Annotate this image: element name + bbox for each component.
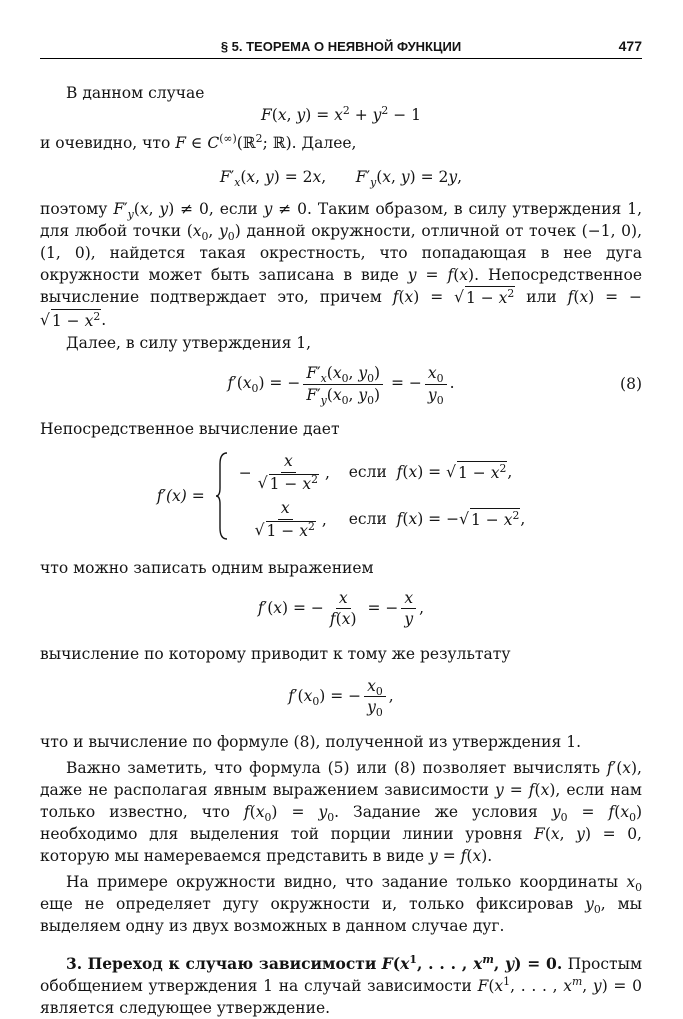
running-head: § 5. ТЕОРЕМА О НЕЯВНОЙ ФУНКЦИИ — [220, 39, 462, 54]
section-title: Переход к случаю зависимости — [87, 953, 377, 973]
page-number: 477 — [618, 38, 642, 54]
paragraph-important: Важно заметить, что формула (5) или (8) позволяет вычислять f′(x), даже не располагая явным выражением зависимости y = f(x), если нам только известно, что $f(x_0) = y_0$. Задание же условия $y_0 = f(x_0)$ необходимо для выделения той порции линии уровня F(x, y) = 0, которую мы намереваемся представить в виде y = f(x). — [40, 758, 643, 865]
equation-partials: $F'_x(x$, y) = 2x, $F'_y(x$, y) = 2y, — [219, 168, 463, 190]
paragraph-further: Далее, в силу утверждения 1, — [66, 334, 312, 352]
paragraph-single-expression: что можно записать одним выражением — [40, 558, 374, 577]
paragraph-circle-example: На примере окружности видно, что задание только координаты $x_0$ еще не определяет дугу окружности и, только фиксировав $y_0$, мы выделяем одну из двух возможных в данном случае дуг. — [40, 872, 642, 935]
equation-fx0: $f'(x_0)$ = − $\frac{x_0}{y_0}$ , — [288, 676, 394, 720]
page-header — [40, 36, 642, 59]
equation-8: $f'(x_0)$ = − $\frac{F'_x(x_0, y_0)}{F'_y(x_0, y_0)}$ = − $\frac{x_0}{y_0}$ . (8) — [227, 364, 642, 407]
paragraph-therefore: поэтому $F'_y(x$, y) ≠ 0, если y ≠ 0. Таким образом, в силу утверждения 1, для любой точки ($x_0$, $y_0$) данной окружности, отличной от точек (−1, 0), (1, 0), найдется такая окрестность, что попадающая в нее дуга окружности может быть записана в виде y = f(x). Непосредственное вычисление подтверждает это, причем f(x) = √ $1 - x^2$ или f(x) = − √ $1 - x^2$ . — [40, 200, 643, 330]
paragraph-compute: вычисление по которому приводит к тому же результату — [40, 644, 511, 663]
section-number: 3. — [66, 953, 83, 973]
paragraph-intro: В данном случае — [66, 84, 205, 102]
paragraph-result: что и вычисление по формуле (8), полученной из утверждения 1. — [40, 732, 582, 751]
curly-brace-icon — [215, 452, 229, 540]
equation-8-tag: (8) — [620, 375, 642, 394]
section-3-paragraph: 3. Переход к случаю зависимости $F(x^1$, . . . , $x^m$, y) = 0. Простым обобщением утверждения 1 на случай зависимости $F(x^1$, . . . , $x^m$, y) = 0 является следующее утверждение. — [40, 952, 643, 1017]
equation-single: f′(x) = − $\frac{x}{f(x)}$ = − $\frac{x}{y}$ , — [257, 588, 425, 629]
page-body — [40, 82, 642, 1019]
paragraph-smoothness: и очевидно, что F ∈ C(∞)(ℝ$^2$; ℝ). Далее, — [40, 131, 357, 152]
equation-cases: f′(x) = − x √ $1 - x^2$ , если f(x) = √ $1 - x^2$ , x √ $1 - x^2$ , если f(x) = − √ $1 - x^2$ , — [156, 452, 526, 540]
paragraph-direct: Непосредственное вычисление дает — [40, 420, 340, 439]
equation-F: F(x, $y) = x^2 + y^2 - 1$ — [261, 103, 421, 124]
